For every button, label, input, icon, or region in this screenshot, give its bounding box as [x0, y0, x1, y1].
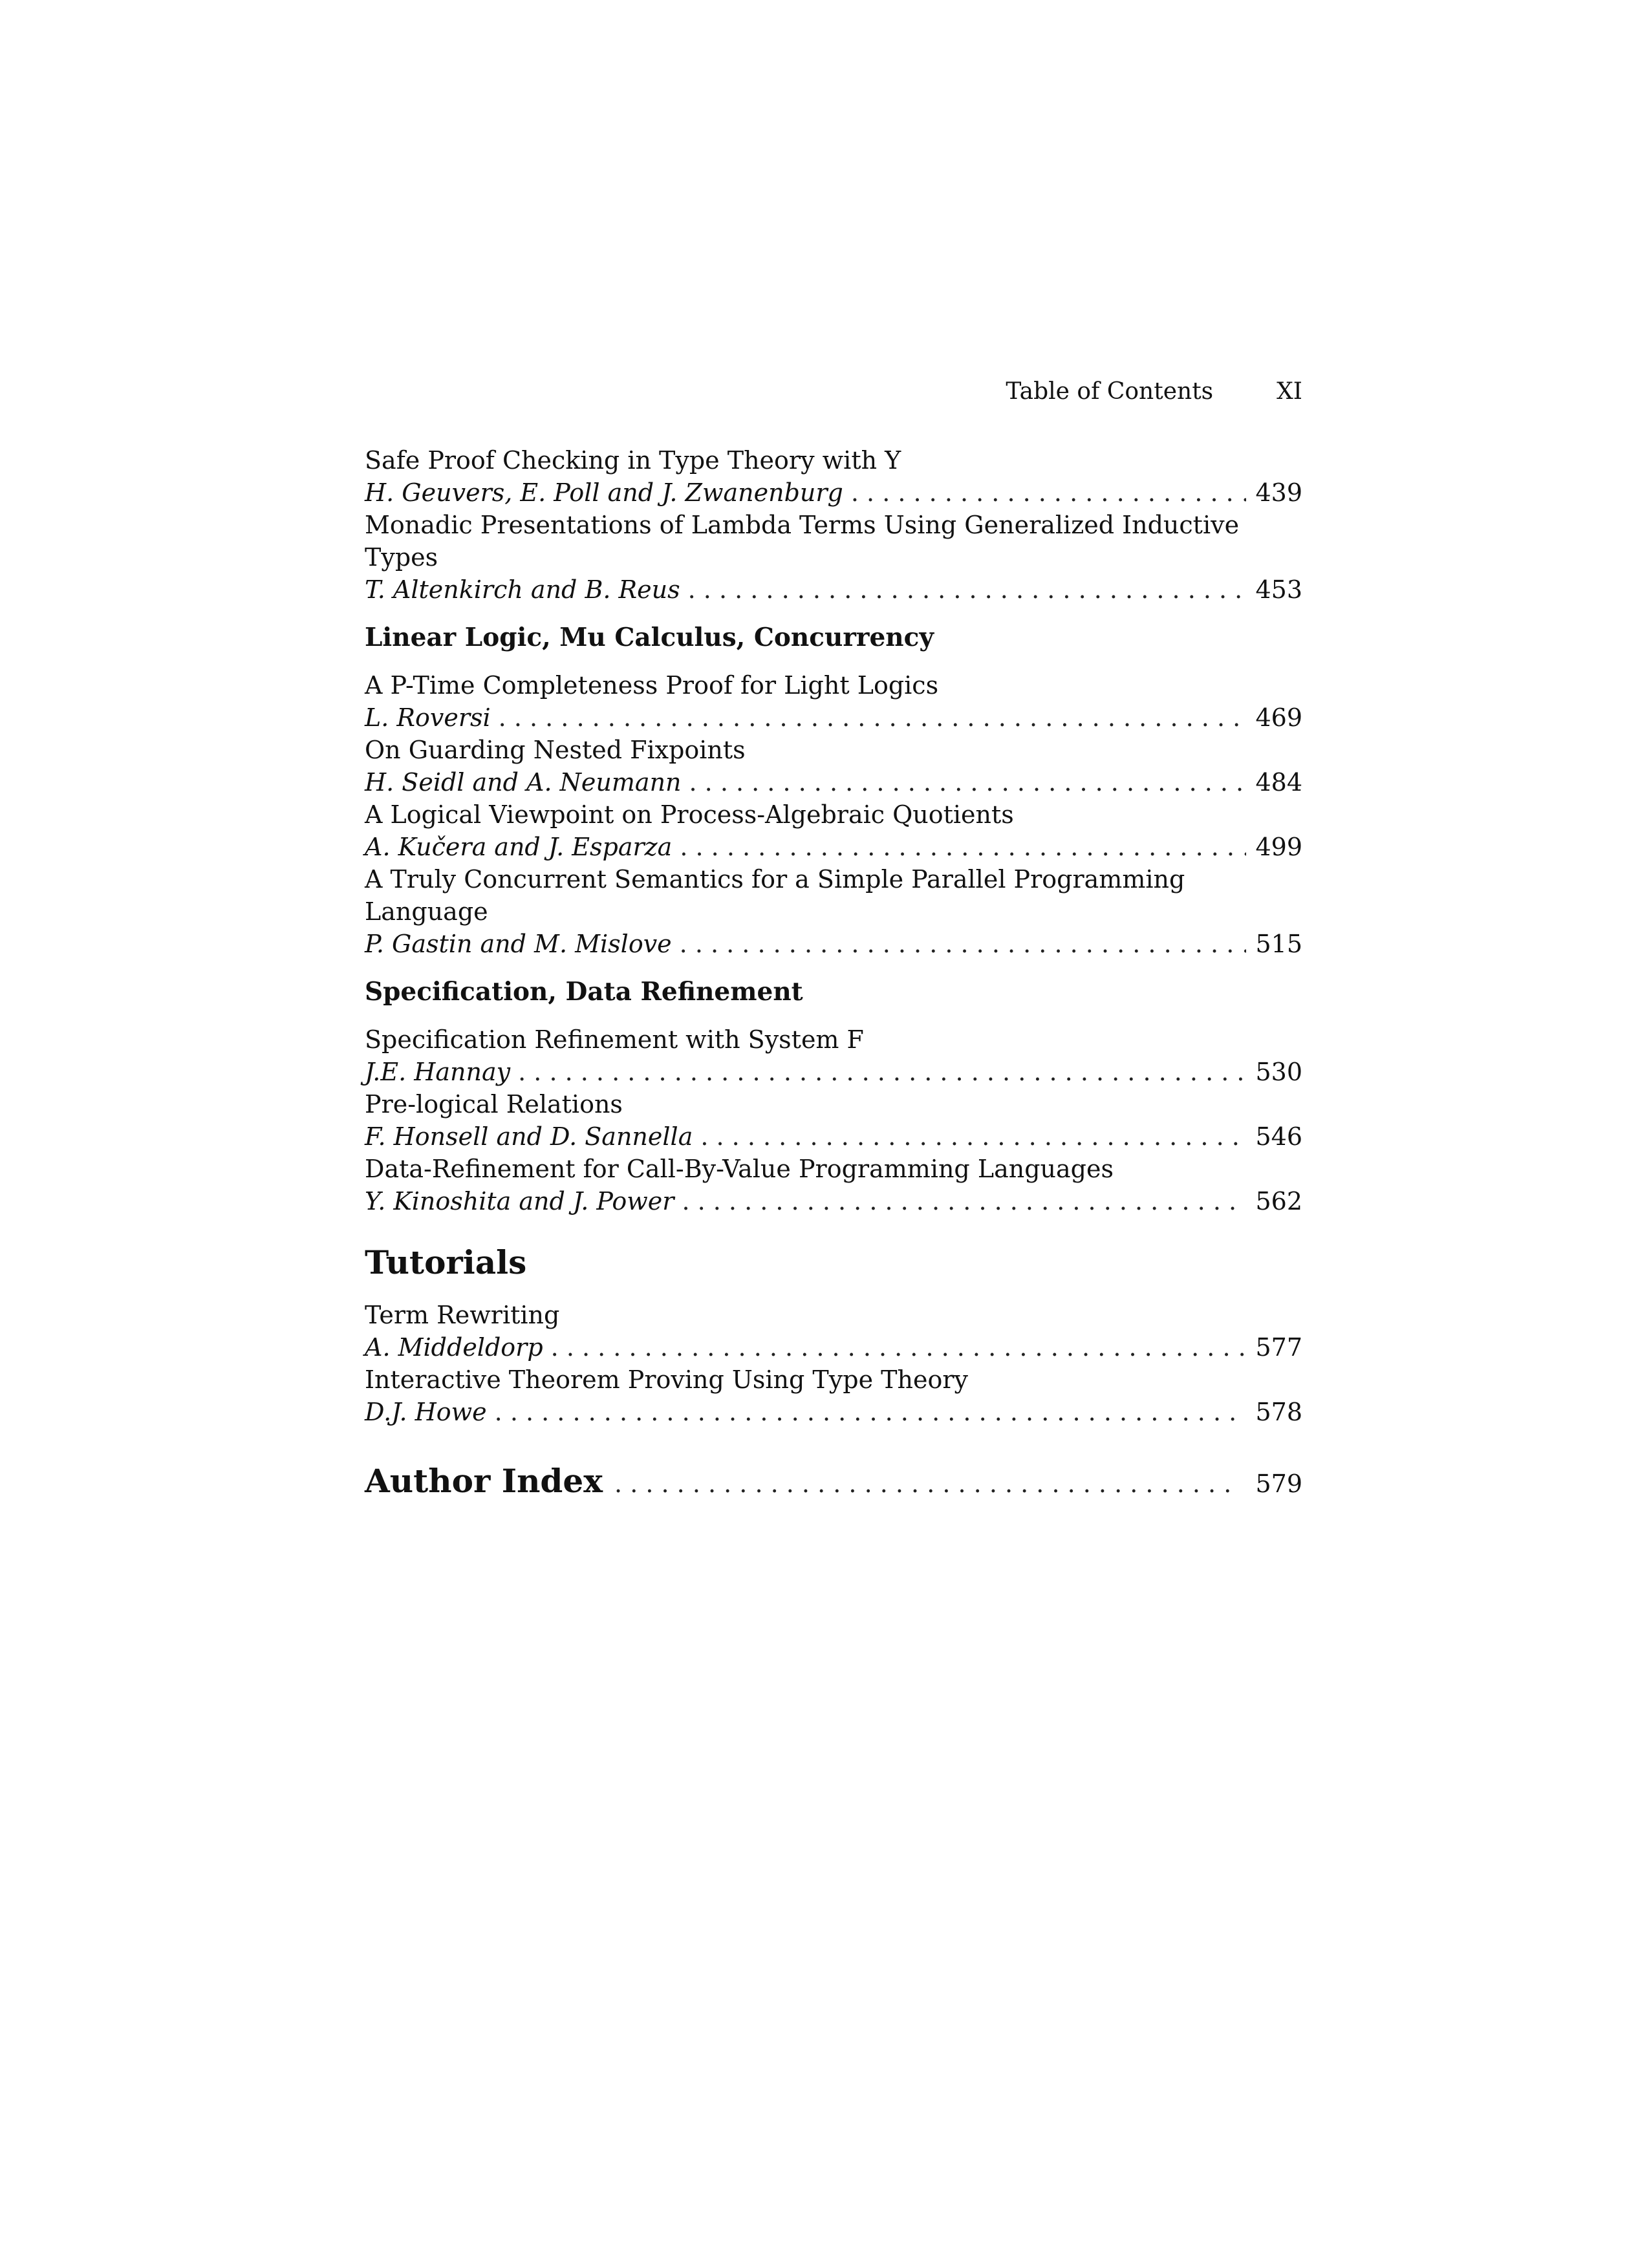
toc-entry: [365, 1023, 1302, 1088]
entry-page-number: 439: [1255, 478, 1302, 507]
entry-page-number: 484: [1255, 768, 1302, 797]
entry-authors: H. Geuvers, E. Poll and J. Zwanenburg: [365, 478, 843, 507]
entry-title: Specification Refinement with System F: [365, 1025, 864, 1054]
entry-title: A P-Time Completeness Proof for Light Logics: [365, 671, 939, 700]
toc-entry: [365, 1299, 1302, 1364]
toc-entry: [365, 863, 1302, 960]
entry-author-line: [365, 1120, 1302, 1153]
section-heading: Linear Logic, Mu Calculus, Concurrency: [365, 623, 934, 652]
entry-page-number: 515: [1255, 930, 1302, 958]
dot-leader: [499, 701, 1247, 734]
running-head-page-number: XI: [1277, 378, 1302, 405]
entry-title: Data-Refinement for Call-By-Value Programming Languages: [365, 1155, 1114, 1183]
entry-page-number: 453: [1255, 575, 1302, 604]
entry-authors: P. Gastin and M. Mislove: [365, 930, 672, 958]
entry-authors: D.J. Howe: [365, 1398, 487, 1426]
entry-title: Monadic Presentations of Lambda Terms Using Generalized Inductive: [365, 511, 1240, 539]
entry-page-number: 530: [1255, 1058, 1302, 1086]
entry-page-number: 577: [1255, 1333, 1302, 1362]
entry-author-line: [365, 1396, 1302, 1428]
entry-author-line: [365, 1331, 1302, 1364]
entry-author-line: [365, 1185, 1302, 1217]
entry-authors: F. Honsell and D. Sannella: [365, 1122, 693, 1151]
entry-page-number: 499: [1255, 833, 1302, 861]
entry-author-line: [365, 766, 1302, 798]
entry-authors: A. Middeldorp: [365, 1333, 543, 1362]
entry-author-line: [365, 831, 1302, 863]
entry-title: Safe Proof Checking in Type Theory with Y: [365, 446, 901, 475]
toc-entry: [365, 798, 1302, 863]
entry-author-line: [365, 701, 1302, 734]
dot-leader: [682, 1185, 1246, 1217]
running-head: [365, 378, 1302, 412]
toc-entry: [365, 734, 1302, 798]
entry-authors: A. Kučera and J. Esparza: [365, 833, 673, 861]
toc-entry: [365, 444, 1302, 509]
section-heading: Specification, Data Refinement: [365, 977, 803, 1007]
dot-leader: [851, 476, 1247, 509]
dot-leader: [680, 928, 1247, 960]
author-index-entry: [365, 1460, 1302, 1504]
entry-authors: J.E. Hannay: [365, 1058, 511, 1086]
entry-page-number: 469: [1255, 703, 1302, 732]
entry-page-number: 562: [1255, 1187, 1302, 1215]
toc-part-tutorials: [365, 1243, 1302, 1428]
entry-title: Term Rewriting: [365, 1301, 560, 1329]
entry-title: A Logical Viewpoint on Process-Algebraic Quotients: [365, 800, 1014, 829]
dot-leader: [688, 573, 1247, 606]
entry-page-number: 546: [1255, 1122, 1302, 1151]
part-heading: Tutorials: [365, 1243, 527, 1281]
dot-leader: [551, 1331, 1247, 1364]
entry-title-continued: Types: [365, 543, 438, 572]
entry-author-line: [365, 928, 1302, 960]
entry-author-line: [365, 1056, 1302, 1088]
toc-page: [365, 378, 1302, 1504]
dot-leader: [518, 1056, 1246, 1088]
entry-author-line: [365, 573, 1302, 606]
toc-entry: [365, 509, 1302, 606]
toc-entry: [365, 1364, 1302, 1428]
entry-authors: Y. Kinoshita and J. Power: [365, 1187, 674, 1215]
entry-authors: L. Roversi: [365, 703, 491, 732]
toc-block-continued: [365, 444, 1302, 606]
dot-leader: [680, 831, 1246, 863]
toc-section-specification: [365, 976, 1302, 1217]
running-head-title: Table of Contents: [1006, 378, 1214, 405]
toc-entry: [365, 1088, 1302, 1153]
entry-authors: T. Altenkirch and B. Reus: [365, 575, 680, 604]
dot-leader: [689, 766, 1247, 798]
toc-section-linear-logic: [365, 621, 1302, 960]
entry-title-continued: Language: [365, 897, 488, 926]
dot-leader: [614, 1463, 1246, 1504]
entry-title: Pre-logical Relations: [365, 1090, 623, 1118]
toc-entry: [365, 669, 1302, 734]
author-index-label: Author Index: [365, 1462, 603, 1500]
dot-leader: [700, 1120, 1246, 1153]
entry-author-line: [365, 476, 1302, 509]
entry-authors: H. Seidl and A. Neumann: [365, 768, 682, 797]
entry-title: Interactive Theorem Proving Using Type Theory: [365, 1365, 968, 1394]
author-index-page-number: 579: [1255, 1470, 1302, 1498]
dot-leader: [495, 1396, 1247, 1428]
toc-entry: [365, 1153, 1302, 1217]
entry-page-number: 578: [1255, 1398, 1302, 1426]
entry-title: On Guarding Nested Fixpoints: [365, 736, 746, 764]
entry-title: A Truly Concurrent Semantics for a Simple Parallel Programming: [365, 865, 1185, 893]
